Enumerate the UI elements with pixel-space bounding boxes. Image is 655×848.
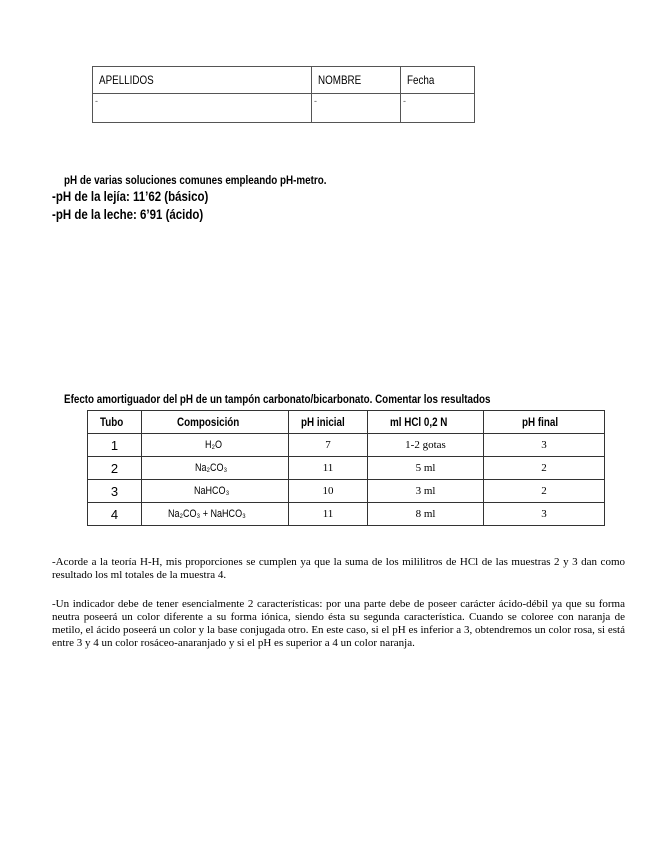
table-row <box>88 503 605 526</box>
col-header-composicion: Composición <box>142 411 289 434</box>
cell-composicion: NaHCO₃ <box>142 480 289 503</box>
cell-tubo: 1 <box>88 434 142 457</box>
hh-theory-paragraph: -Acorde a la teoría H-H, mis proporciones se cumplen ya que la suma de los mililitros de HCl de las muestras 2 y 3 dan como resultado los ml totales de la muestra 4. <box>52 556 625 581</box>
cell-ph-inicial: 7 <box>289 434 368 457</box>
cell-composicion: H₂O <box>142 434 289 457</box>
cell-ml-hcl: 5 ml <box>368 457 484 480</box>
col-header-tubo: Tubo <box>88 411 142 434</box>
section2-title: Efecto amortiguador del pH de un tampón carbonato/bicarbonato. Comentar los resultados <box>64 392 491 406</box>
apellidos-header: APELLIDOS <box>93 67 312 94</box>
cell-tubo: 3 <box>88 480 142 503</box>
fecha-header: Fecha <box>401 67 475 94</box>
cell-ml-hcl: 1-2 gotas <box>368 434 484 457</box>
cell-composicion: Na₂CO₃ <box>142 457 289 480</box>
table-row <box>88 434 605 457</box>
col-header-ph-inicial: pH inicial <box>289 411 368 434</box>
cell-ph-final: 2 <box>484 480 605 503</box>
cell-ph-final: 3 <box>484 434 605 457</box>
col-header-ml-hcl: ml HCl 0,2 N <box>368 411 484 434</box>
col-header-ph-final: pH final <box>484 411 605 434</box>
student-info-value-row <box>93 94 475 123</box>
cell-ph-final: 3 <box>484 503 605 526</box>
table-header-row <box>88 411 605 434</box>
apellidos-value: - <box>93 94 312 123</box>
table-row <box>88 457 605 480</box>
cell-ml-hcl: 8 ml <box>368 503 484 526</box>
cell-ph-final: 2 <box>484 457 605 480</box>
cell-ph-inicial: 10 <box>289 480 368 503</box>
ph-leche-line: -pH de la leche: 6’91 (ácido) <box>52 206 204 222</box>
student-info-table <box>92 66 475 123</box>
nombre-value: - <box>312 94 401 123</box>
ph-lejia-line: -pH de la lejía: 11’62 (básico) <box>52 188 209 204</box>
indicator-paragraph: -Un indicador debe de tener esencialmente 2 características: por una parte debe de poseer carácter ácido-débil ya que su forma neutra poseerá un color diferente a su forma iónica, siendo ésta su segunda característica. Cuando se coloree con naranja de metilo, el ácido poseerá un color y la base conjugada otro. En este caso, si el pH es inferior a 3, obtendremos un color rosa, si está entre 3 y 4 un color rosáceo-anaranjado y si el pH es superior a 4 un color naranja. <box>52 598 625 649</box>
student-info-header-row <box>93 67 475 94</box>
cell-composicion: Na₂CO₃ + NaHCO₃ <box>142 503 289 526</box>
cell-ph-inicial: 11 <box>289 503 368 526</box>
buffer-results-table <box>87 410 605 526</box>
cell-tubo: 4 <box>88 503 142 526</box>
section1-title: pH de varias soluciones comunes empleando pH-metro. <box>64 173 327 187</box>
cell-tubo: 2 <box>88 457 142 480</box>
fecha-value: - <box>401 94 475 123</box>
table-row <box>88 480 605 503</box>
nombre-header: NOMBRE <box>312 67 401 94</box>
cell-ph-inicial: 11 <box>289 457 368 480</box>
cell-ml-hcl: 3 ml <box>368 480 484 503</box>
